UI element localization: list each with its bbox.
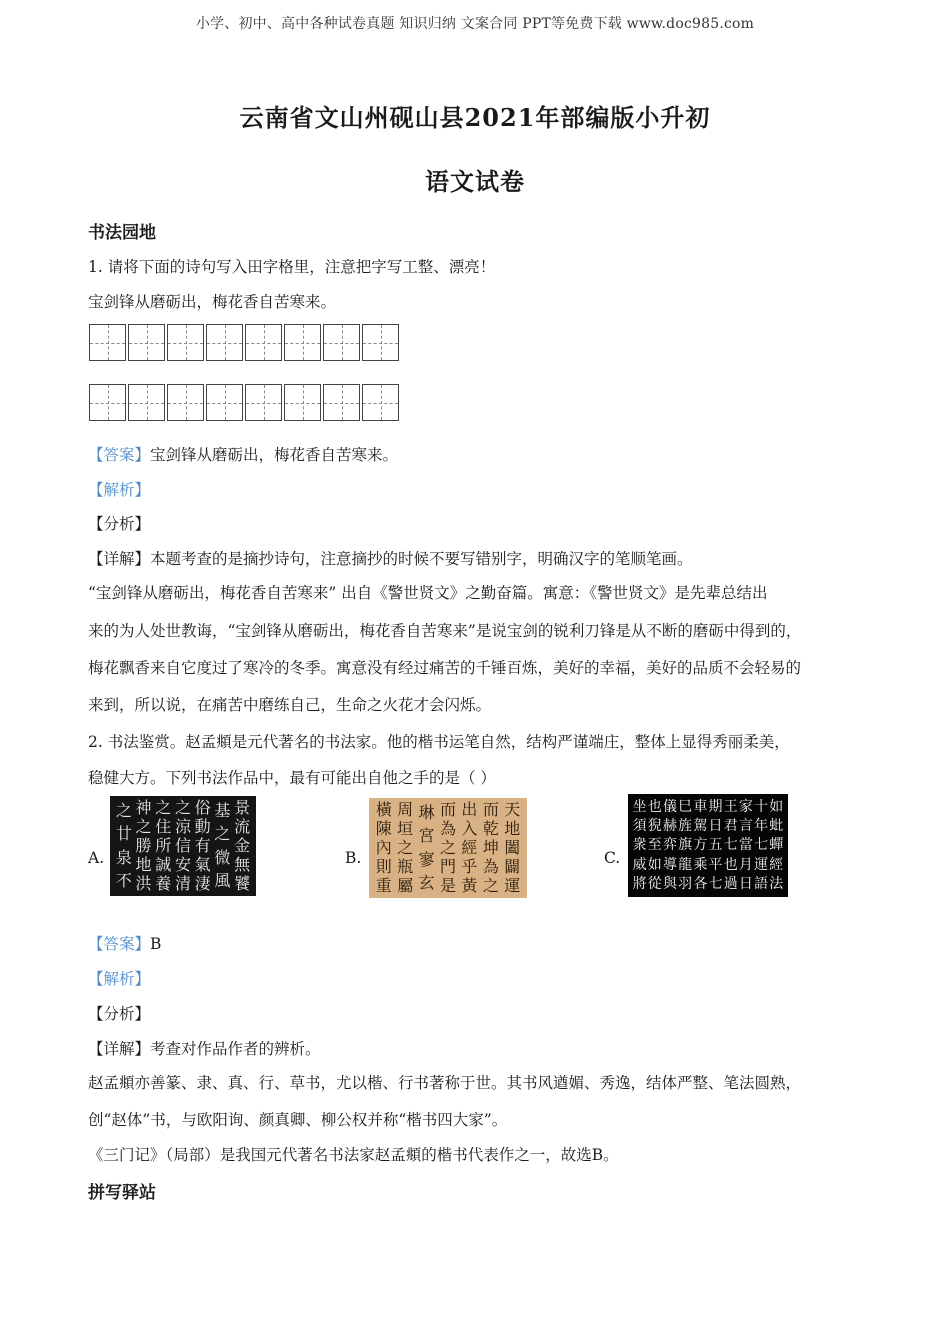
calligraphy-column [175,799,191,893]
calligraphy-glyph: 弈 [662,837,677,854]
calligraphy-glyph: 動 [194,817,211,837]
calligraphy-glyph: 淒 [194,873,211,893]
calligraphy-glyph: 泉 [115,847,132,867]
q1-analysis-tag: 【解析】 [88,481,151,499]
calligraphy-glyph: 重 [375,875,392,895]
calligraphy-glyph: 乘 [693,856,708,873]
q2-prompt-1: 2. 书法鉴赏。赵孟頫是元代著名的书法家。他的楷书运笔自然，结构严谨端庄，整体上显得秀丽柔美， [88,733,790,751]
calligraphy-column [769,797,783,894]
q1-para-2: 来的为人处世教诲，“宝剑锋从磨砺出，梅花香自苦寒来”是说宝剑的锐利刀锋是从不断的磨砺中得到的， [88,622,802,640]
calligraphy-column [648,797,662,894]
tianzige-row-2 [89,384,401,421]
section-heading-pinyin: 拼写驿站 [88,1183,156,1203]
calligraphy-glyph: 基 [214,800,231,820]
calligraphy-glyph: 不 [115,871,132,891]
calligraphy-glyph: 寥 [418,849,435,869]
tianzige-cell [167,384,204,421]
calligraphy-glyph: 垣 [397,819,414,839]
q2-answer [88,932,161,954]
calligraphy-glyph: 儀 [662,798,677,815]
calligraphy-glyph: 將 [632,876,647,893]
calligraphy-glyph: 至 [647,837,662,854]
calligraphy-glyph: 入 [461,819,478,839]
calligraphy-glyph: 五 [708,837,723,854]
tianzige-cell [89,384,126,421]
calligraphy-glyph: 有 [194,835,211,855]
calligraphy-glyph: 而 [482,800,499,820]
calligraphy-glyph: 之 [174,798,191,818]
calligraphy-glyph: 從 [647,876,662,893]
calligraphy-glyph: 運 [504,875,521,895]
tianzige-cell [362,324,399,361]
calligraphy-glyph: 涼 [174,817,191,837]
calligraphy-glyph: 威 [632,856,647,873]
calligraphy-glyph: 金 [234,835,251,855]
calligraphy-glyph: 旗 [678,837,693,854]
calligraphy-glyph: 蚍 [769,818,784,835]
answer-text: 宝剑锋从磨砺出，梅花香自苦寒来。 [150,446,399,464]
calligraphy-column [195,799,211,893]
calligraphy-glyph: 流 [234,817,251,837]
calligraphy-glyph: 坤 [482,837,499,857]
calligraphy-glyph: 闔 [504,837,521,857]
calligraphy-glyph: 乾 [482,819,499,839]
calligraphy-glyph: 法 [769,876,784,893]
calligraphy-column [461,801,477,895]
calligraphy-glyph: 王 [723,798,738,815]
tianzige-cell [128,324,165,361]
calligraphy-glyph: 俗 [194,798,211,818]
calligraphy-glyph: 十 [754,798,769,815]
q1-detail [88,547,693,569]
q1-fenxi-tag: 【分析】 [88,515,151,533]
calligraphy-column [155,799,171,893]
calligraphy-glyph: 期 [708,798,723,815]
option-c-calligraphy-image [628,794,788,897]
calligraphy-glyph: 蟬 [769,837,784,854]
calligraphy-glyph: 赫 [662,818,677,835]
calligraphy-glyph: 當 [738,837,753,854]
q1-para-1: “宝剑锋从磨砺出，梅花香自苦寒来” 出自《警世贤文》之勤奋篇。寓意：《警世贤文》是先辈总结出 [88,584,768,602]
calligraphy-glyph: 地 [135,854,152,874]
calligraphy-glyph: 瓶 [397,856,414,876]
answer-tag: 【答案】 [88,446,151,464]
detail-tag: 【详解】 [88,550,151,568]
calligraphy-glyph: 為 [482,856,499,876]
calligraphy-column [693,797,707,894]
calligraphy-column [709,797,723,894]
calligraphy-glyph: 須 [632,818,647,835]
option-a-calligraphy-image [110,796,256,896]
calligraphy-glyph: 所 [155,835,172,855]
calligraphy-glyph: 廿 [115,824,132,844]
calligraphy-glyph: 橫 [375,800,392,820]
calligraphy-glyph: 如 [647,856,662,873]
calligraphy-glyph: 養 [155,873,172,893]
calligraphy-glyph: 信 [174,835,191,855]
calligraphy-glyph: 駕 [693,818,708,835]
calligraphy-glyph: 君 [723,818,738,835]
calligraphy-glyph: 勝 [135,835,152,855]
tianzige-cell [284,324,321,361]
detail-tag: 【详解】 [88,1040,151,1058]
answer-text: B [150,935,162,953]
calligraphy-column [440,801,456,895]
calligraphy-glyph: 饕 [234,873,251,893]
calligraphy-glyph: 經 [769,856,784,873]
calligraphy-column [116,799,132,893]
q2-prompt-2: 稳健大方。下列书法作品中，最有可能出自他之手的是（ ） [88,769,496,787]
q2-para-2: 创“赵体”书，与欧阳询、颜真卿、柳公权并称“楷书四大家”。 [88,1111,508,1129]
calligraphy-glyph: 則 [375,856,392,876]
tianzige-cell [206,384,243,421]
detail-text: 本题考查的是摘抄诗句，注意摘抄的时候不要写错别字，明确汉字的笔顺笔画。 [150,550,693,568]
q2-fenxi-tag: 【分析】 [88,1005,151,1023]
q1-para-4: 来到，所以说，在痛苦中磨练自己，生命之火花才会闪烁。 [88,696,492,714]
q1-prompt: 1. 请将下面的诗句写入田字格里，注意把字写工整、漂亮！ [88,258,496,276]
option-b-calligraphy-image [369,798,527,898]
calligraphy-glyph: 平 [708,856,723,873]
calligraphy-glyph: 家 [738,798,753,815]
calligraphy-glyph: 語 [754,876,769,893]
calligraphy-column [214,799,230,893]
calligraphy-glyph: 年 [754,818,769,835]
calligraphy-glyph: 風 [214,871,231,891]
calligraphy-glyph: 之 [397,837,414,857]
calligraphy-glyph: 七 [708,876,723,893]
answer-tag: 【答案】 [88,935,151,953]
calligraphy-glyph: 之 [155,798,172,818]
calligraphy-glyph: 住 [155,817,172,837]
calligraphy-glyph: 月 [738,856,753,873]
doc-title-line2: 语文试卷 [425,167,525,196]
calligraphy-column [397,801,413,895]
calligraphy-glyph: 周 [397,800,414,820]
calligraphy-glyph: 之 [439,837,456,857]
option-a-label: A. [88,849,105,867]
calligraphy-glyph: 也 [723,856,738,873]
tianzige-cell [89,324,126,361]
calligraphy-glyph: 乎 [461,856,478,876]
calligraphy-glyph: 琳 [418,802,435,822]
tianzige-cell [128,384,165,421]
calligraphy-glyph: 洪 [135,873,152,893]
tianzige-cell [362,384,399,421]
calligraphy-glyph: 也 [647,798,662,815]
tianzige-cell [245,324,282,361]
calligraphy-glyph: 清 [174,873,191,893]
calligraphy-glyph: 無 [234,854,251,874]
calligraphy-glyph: 玄 [418,873,435,893]
calligraphy-glyph: 日 [738,876,753,893]
calligraphy-glyph: 如 [769,798,784,815]
option-c-label: C. [604,849,621,867]
calligraphy-column [136,799,152,893]
calligraphy-glyph: 車 [693,798,708,815]
calligraphy-glyph: 為 [439,819,456,839]
calligraphy-column [234,799,250,893]
calligraphy-glyph: 言 [738,818,753,835]
tianzige-cell [245,384,282,421]
calligraphy-glyph: 導 [662,856,677,873]
calligraphy-glyph: 之 [482,875,499,895]
calligraphy-glyph: 闢 [504,856,521,876]
calligraphy-glyph: 誠 [155,854,172,874]
calligraphy-glyph: 旌 [678,818,693,835]
detail-text: 考查对作品作者的辨析。 [150,1040,321,1058]
calligraphy-glyph: 經 [461,837,478,857]
calligraphy-glyph: 之 [115,800,132,820]
calligraphy-glyph: 黃 [461,875,478,895]
calligraphy-column [376,801,392,895]
calligraphy-glyph: 而 [439,800,456,820]
calligraphy-column [419,801,435,895]
calligraphy-column [678,797,692,894]
q2-para-3: 《三门记》（局部）是我国元代著名书法家赵孟頫的楷书代表作之一，故选B。 [88,1146,619,1164]
tianzige-cell [206,324,243,361]
calligraphy-glyph: 陳 [375,819,392,839]
calligraphy-glyph: 與 [662,876,677,893]
calligraphy-glyph: 各 [693,876,708,893]
calligraphy-glyph: 內 [375,837,392,857]
calligraphy-glyph: 方 [693,837,708,854]
calligraphy-glyph: 神 [135,798,152,818]
q2-detail [88,1037,321,1059]
calligraphy-glyph: 運 [754,856,769,873]
q2-para-1: 赵孟頫亦善篆、隶、真、行、草书，尤以楷、行书著称于世。其书风遒媚、秀逸，结体严整、笔法圆熟， [88,1074,802,1092]
calligraphy-glyph: 衆 [632,837,647,854]
tianzige-cell [167,324,204,361]
calligraphy-glyph: 之 [214,824,231,844]
calligraphy-glyph: 七 [723,837,738,854]
calligraphy-glyph: 宮 [418,826,435,846]
calligraphy-column [724,797,738,894]
calligraphy-glyph: 天 [504,800,521,820]
calligraphy-glyph: 過 [723,876,738,893]
calligraphy-glyph: 屬 [397,875,414,895]
calligraphy-glyph: 門 [439,856,456,876]
calligraphy-glyph: 龍 [678,856,693,873]
q2-analysis-tag: 【解析】 [88,970,151,988]
calligraphy-glyph: 氣 [194,854,211,874]
calligraphy-column [483,801,499,895]
calligraphy-glyph: 微 [214,847,231,867]
tianzige-cell [284,384,321,421]
calligraphy-glyph: 日 [708,818,723,835]
q1-para-3: 梅花飘香来自它度过了寒冷的冬季。寓意没有经过痛苦的千锤百炼，美好的幸福，美好的品质不会轻易的 [88,659,802,677]
calligraphy-column [754,797,768,894]
calligraphy-column [633,797,647,894]
calligraphy-glyph: 七 [754,837,769,854]
doc-title-line1: 云南省文山州砚山县2021年部编版小升初 [239,103,711,132]
calligraphy-glyph: 地 [504,819,521,839]
option-b-label: B. [345,849,362,867]
calligraphy-glyph: 之 [135,817,152,837]
tianzige-cell [323,384,360,421]
calligraphy-glyph: 坐 [632,798,647,815]
q1-poem: 宝剑锋从磨砺出，梅花香自苦寒来。 [88,293,337,311]
q1-answer [88,443,398,465]
calligraphy-glyph: 羽 [678,876,693,893]
calligraphy-glyph: 安 [174,854,191,874]
calligraphy-column [739,797,753,894]
calligraphy-glyph: 景 [234,798,251,818]
calligraphy-column [663,797,677,894]
tianzige-row-1 [89,324,401,361]
calligraphy-glyph: 猊 [647,818,662,835]
calligraphy-glyph: 是 [439,875,456,895]
calligraphy-glyph: 出 [461,800,478,820]
calligraphy-glyph: 巳 [678,798,693,815]
section-heading-calligraphy: 书法园地 [88,223,156,243]
tianzige-cell [323,324,360,361]
calligraphy-column [504,801,520,895]
page-header: 小学、初中、高中各种试卷真题 知识归纳 文案合同 PPT等免费下载 www.doc985.com [195,16,755,32]
